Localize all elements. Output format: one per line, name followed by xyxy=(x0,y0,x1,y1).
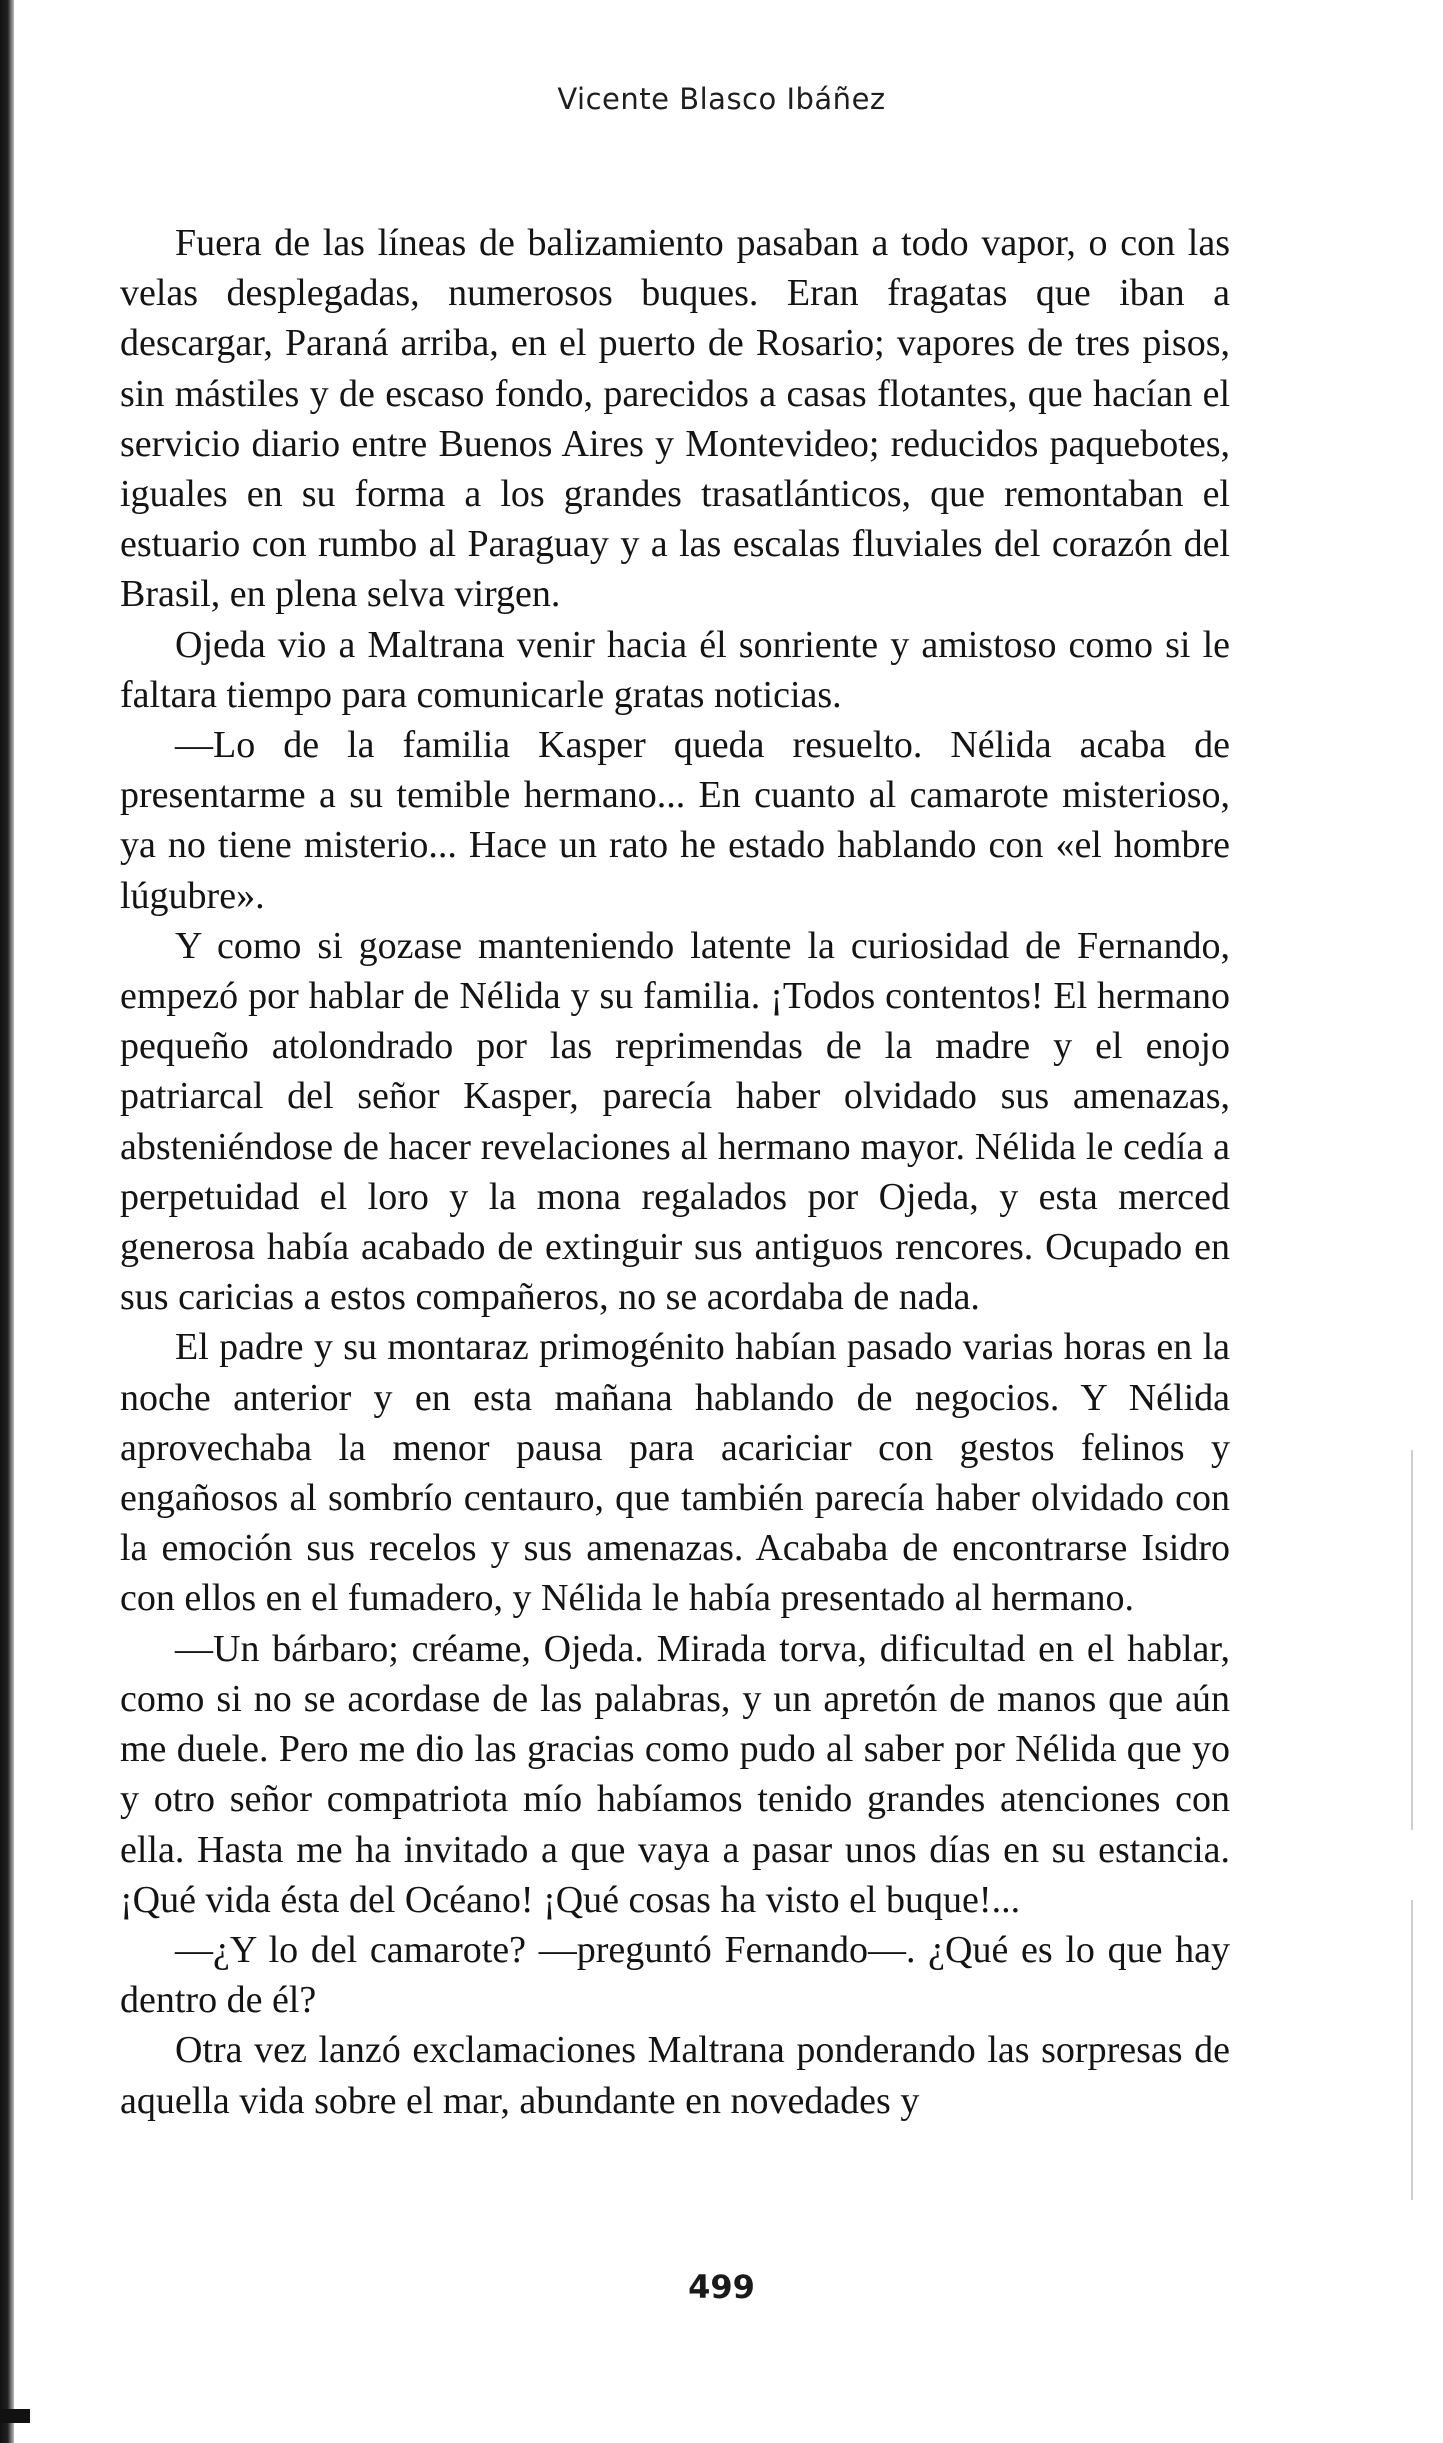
spine-foot-mark xyxy=(0,2409,30,2423)
body-text xyxy=(120,218,1230,2126)
book-spine-shadow xyxy=(0,0,14,2443)
paragraph: Fuera de las líneas de balizamiento pasaban a todo vapor, o con las velas desplegadas, numerosos buques. Eran fragatas que iban a descargar, Paraná arriba, en el puerto de Rosario; vapores de tres pisos, sin mástiles y de escaso fondo, parecidos a casas flotantes, que hacían el servicio diario entre Buenos Aires y Montevideo; reducidos paquebotes, iguales en su forma a los grandes trasatlánticos, que remontaban el estuario con rumbo al Paraguay y a las escalas fluviales del corazón del Brasil, en plena selva virgen. xyxy=(120,222,1230,616)
paragraph: El padre y su montaraz primogénito habían pasado varias horas en la noche anterior y en esta mañana hablando de negocios. Y Nélida aprovechaba la menor pausa para acariciar con gestos felinos y engañosos al sombrío centauro, que también parecía haber olvidado con la emoción sus recelos y sus amenazas. Acababa de encontrarse Isidro con ellos en el fumadero, y Nélida le había presentado al hermano. xyxy=(120,1326,1230,1620)
paragraph: —Lo de la familia Kasper queda resuelto. Nélida acaba de presentarme a su temible hermano... En cuanto al camarote misterioso, ya no tiene misterio... Hace un rato he estado hablando con «el hombre lúgubre». xyxy=(120,724,1230,917)
page-edge-shadow xyxy=(1411,1450,1413,1830)
paragraph: Y como si gozase manteniendo latente la curiosidad de Fernando, empezó por hablar de Nélida y su familia. ¡Todos contentos! El hermano pequeño atolondrado por las reprimendas de la madre y el enojo patriarcal del señor Kasper, parecía haber olvidado sus amenazas, absteniéndose de hacer revelaciones al hermano mayor. Nélida le cedía a perpetuidad el loro y la mona regalados por Ojeda, y esta merced generosa había acabado de extinguir sus antiguos rencores. Ocupado en sus caricias a estos compañeros, no se acordaba de nada. xyxy=(120,924,1230,1319)
page-number: 499 xyxy=(688,2268,755,2306)
running-head: Vicente Blasco Ibáñez xyxy=(557,82,886,116)
paragraph: Ojeda vio a Maltrana venir hacia él sonriente y amistoso como si le faltara tiempo para comunicarle gratas noticias. xyxy=(120,623,1230,716)
paragraph: —¿Y lo del camarote? —preguntó Fernando—. ¿Qué es lo que hay dentro de él? xyxy=(120,1928,1230,2022)
paragraph: Otra vez lanzó exclamaciones Maltrana ponderando las sorpresas de aquella vida sobre el mar, abundante en novedades y xyxy=(120,2029,1230,2122)
paragraph: —Un bárbaro; créame, Ojeda. Mirada torva, dificultad en el hablar, como si no se acordase de las palabras, y un apretón de manos que aún me duele. Pero me dio las gracias como pudo al saber por Nélida que yo y otro señor compatriota mío habíamos tenido grandes atenciones con ella. Hasta me ha invitado a que vaya a pasar unos días en su estancia. ¡Qué vida ésta del Océano! ¡Qué cosas ha visto el buque!... xyxy=(120,1627,1230,1921)
page-edge-shadow xyxy=(1411,1900,1413,2200)
